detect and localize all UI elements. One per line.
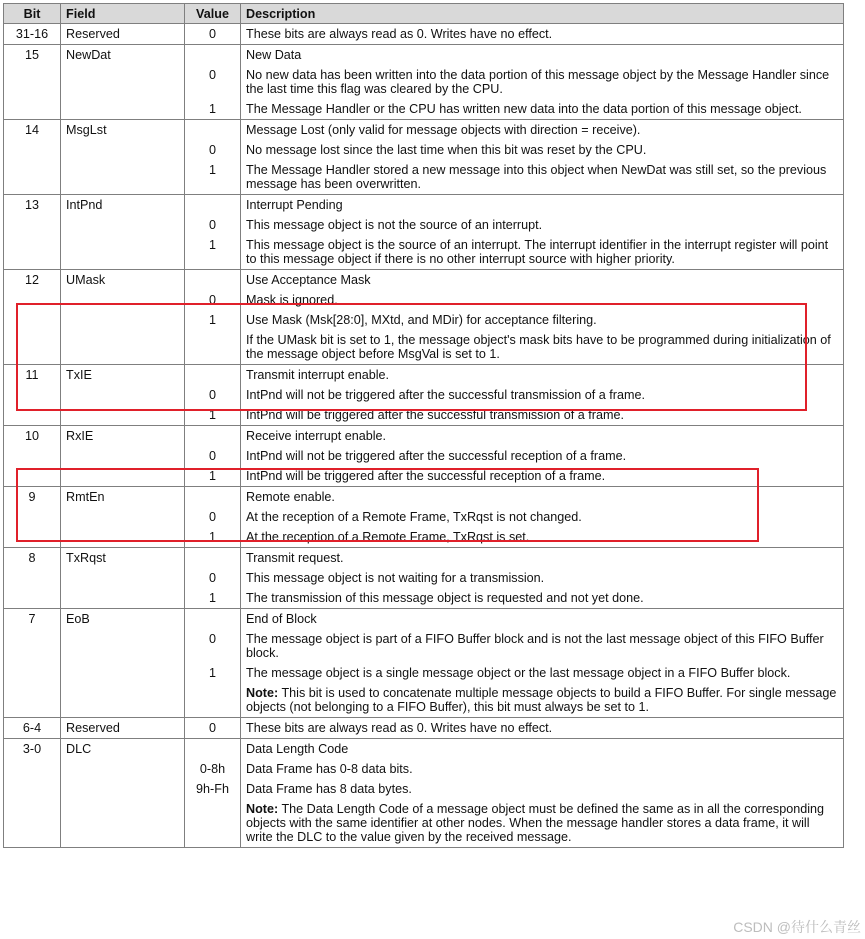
description-cell: [241, 799, 844, 848]
value-cell: 9h-Fh: [185, 779, 241, 799]
field-cell: [61, 527, 185, 548]
description-cell: [241, 99, 844, 120]
table-row: [4, 215, 844, 235]
bit-cell: [4, 799, 61, 848]
table-row: [4, 487, 844, 508]
value-cell: [185, 739, 241, 760]
description-cell: [241, 739, 844, 760]
field-cell: [61, 385, 185, 405]
field-cell: [61, 290, 185, 310]
value-cell: 0: [185, 215, 241, 235]
table-row: [4, 629, 844, 663]
table-row: [4, 99, 844, 120]
description-cell: [241, 548, 844, 569]
description-text: This message object is not the source of an interrupt.: [246, 218, 543, 232]
bit-cell: [4, 65, 61, 99]
field-cell: [61, 507, 185, 527]
table-row: [4, 24, 844, 45]
description-text: IntPnd will not be triggered after the successful transmission of a frame.: [246, 388, 645, 402]
table-row: [4, 385, 844, 405]
bit-cell: 12: [4, 270, 61, 291]
description-cell: [241, 609, 844, 630]
description-text: These bits are always read as 0. Writes have no effect.: [246, 721, 553, 735]
description-text: The transmission of this message object is requested and not yet done.: [246, 591, 644, 605]
field-cell: [61, 683, 185, 718]
description-cell: [241, 385, 844, 405]
watermark: CSDN @待什么青丝: [733, 919, 861, 935]
bit-cell: [4, 568, 61, 588]
description-text: Receive interrupt enable.: [246, 429, 387, 443]
table-row: [4, 160, 844, 195]
description-cell: [241, 45, 844, 66]
bit-cell: [4, 759, 61, 779]
value-cell: [185, 683, 241, 718]
description-cell: [241, 446, 844, 466]
description-cell: [241, 235, 844, 270]
table-row: [4, 588, 844, 609]
table-row: [4, 527, 844, 548]
header-description: Description: [241, 4, 844, 24]
field-cell: TxRqst: [61, 548, 185, 569]
description-cell: [241, 160, 844, 195]
field-cell: UMask: [61, 270, 185, 291]
description-cell: [241, 759, 844, 779]
description-cell: [241, 24, 844, 45]
description-cell: [241, 330, 844, 365]
bit-cell: [4, 290, 61, 310]
table-body: [4, 24, 844, 848]
description-cell: [241, 215, 844, 235]
value-cell: 0: [185, 290, 241, 310]
table-row: [4, 405, 844, 426]
field-cell: [61, 310, 185, 330]
description-cell: [241, 466, 844, 487]
description-text: IntPnd will be triggered after the successful transmission of a frame.: [246, 408, 624, 422]
description-cell: [241, 270, 844, 291]
field-cell: RmtEn: [61, 487, 185, 508]
field-cell: [61, 140, 185, 160]
table-row: [4, 759, 844, 779]
value-cell: 0: [185, 385, 241, 405]
value-cell: 0-8h: [185, 759, 241, 779]
bit-cell: [4, 405, 61, 426]
value-cell: 0: [185, 718, 241, 739]
bit-cell: 3-0: [4, 739, 61, 760]
field-cell: [61, 235, 185, 270]
value-cell: 0: [185, 24, 241, 45]
bit-cell: [4, 588, 61, 609]
description-cell: [241, 487, 844, 508]
description-cell: [241, 405, 844, 426]
table-row: [4, 718, 844, 739]
description-text: IntPnd will not be triggered after the successful reception of a frame.: [246, 449, 627, 463]
description-cell: [241, 629, 844, 663]
bit-cell: 13: [4, 195, 61, 216]
description-cell: [241, 290, 844, 310]
table-row: [4, 663, 844, 683]
value-cell: [185, 365, 241, 386]
field-cell: [61, 588, 185, 609]
field-cell: [61, 466, 185, 487]
field-cell: [61, 405, 185, 426]
value-cell: [185, 120, 241, 141]
description-text: Remote enable.: [246, 490, 335, 504]
value-cell: [185, 45, 241, 66]
table-row: [4, 609, 844, 630]
bit-cell: 15: [4, 45, 61, 66]
value-cell: [185, 548, 241, 569]
field-cell: [61, 759, 185, 779]
description-cell: [241, 65, 844, 99]
field-cell: DLC: [61, 739, 185, 760]
field-cell: [61, 65, 185, 99]
description-text: IntPnd will be triggered after the successful reception of a frame.: [246, 469, 606, 483]
table-row: [4, 683, 844, 718]
bit-cell: 31-16: [4, 24, 61, 45]
bit-cell: [4, 310, 61, 330]
description-cell: [241, 683, 844, 718]
value-cell: 0: [185, 140, 241, 160]
field-cell: MsgLst: [61, 120, 185, 141]
table-row: [4, 799, 844, 848]
bit-cell: 10: [4, 426, 61, 447]
description-text: The Data Length Code of a message object must be defined the same as in all the corresponding objects with the same identifier at other nodes. When the message handler stores a data frame, it will write the DLC to the value given by the received message.: [246, 802, 825, 844]
description-cell: [241, 718, 844, 739]
value-cell: 0: [185, 446, 241, 466]
value-cell: 0: [185, 507, 241, 527]
description-text: Transmit request.: [246, 551, 344, 565]
field-cell: [61, 446, 185, 466]
description-text: The message object is a single message object or the last message object in a FIFO Buffer block.: [246, 666, 791, 680]
table-row: [4, 290, 844, 310]
table-row: [4, 779, 844, 799]
description-text: Data Length Code: [246, 742, 349, 756]
description-cell: [241, 426, 844, 447]
description-cell: [241, 527, 844, 548]
field-cell: [61, 568, 185, 588]
description-cell: [241, 195, 844, 216]
value-cell: [185, 195, 241, 216]
description-text: No new data has been written into the data portion of this message object by the Message Handler since the last time this flag was cleared by the CPU.: [246, 68, 830, 96]
bit-cell: [4, 527, 61, 548]
table-row: [4, 120, 844, 141]
description-text: The Message Handler stored a new message into this object when NewDat was still set, so the previous message has been overwritten.: [246, 163, 827, 191]
bit-cell: [4, 779, 61, 799]
description-cell: [241, 568, 844, 588]
value-cell: [185, 330, 241, 365]
table-row: [4, 195, 844, 216]
description-text: End of Block: [246, 612, 317, 626]
description-text: This message object is not waiting for a transmission.: [246, 571, 545, 585]
field-cell: [61, 799, 185, 848]
field-cell: IntPnd: [61, 195, 185, 216]
header-value: Value: [185, 4, 241, 24]
description-text: Mask is ignored.: [246, 293, 338, 307]
value-cell: 1: [185, 663, 241, 683]
bit-cell: [4, 140, 61, 160]
bit-cell: [4, 683, 61, 718]
field-cell: TxIE: [61, 365, 185, 386]
note-label: Note:: [246, 686, 279, 700]
bit-cell: [4, 466, 61, 487]
bit-cell: [4, 160, 61, 195]
description-cell: [241, 588, 844, 609]
field-cell: RxIE: [61, 426, 185, 447]
description-text: Data Frame has 8 data bytes.: [246, 782, 412, 796]
bit-cell: 11: [4, 365, 61, 386]
value-cell: 1: [185, 405, 241, 426]
field-cell: Reserved: [61, 24, 185, 45]
bit-cell: [4, 99, 61, 120]
field-cell: [61, 629, 185, 663]
value-cell: [185, 270, 241, 291]
table-row: [4, 65, 844, 99]
value-cell: 1: [185, 466, 241, 487]
bit-cell: [4, 629, 61, 663]
description-text: Use Acceptance Mask: [246, 273, 371, 287]
bit-cell: [4, 215, 61, 235]
table-row: [4, 45, 844, 66]
value-cell: 1: [185, 99, 241, 120]
header-field: Field: [61, 4, 185, 24]
table-row: [4, 548, 844, 569]
description-text: At the reception of a Remote Frame, TxRqst is set.: [246, 530, 530, 544]
table-row: [4, 466, 844, 487]
table-header-row: [4, 4, 844, 24]
description-cell: [241, 663, 844, 683]
table-row: [4, 426, 844, 447]
description-text: This message object is the source of an interrupt. The interrupt identifier in the interrupt register will point to this message object if there is no other interrupt source with higher priority.: [246, 238, 829, 266]
bit-cell: 9: [4, 487, 61, 508]
value-cell: 1: [185, 527, 241, 548]
bit-cell: [4, 330, 61, 365]
table-row: [4, 140, 844, 160]
value-cell: 0: [185, 65, 241, 99]
field-cell: [61, 779, 185, 799]
field-cell: [61, 663, 185, 683]
description-text: No message lost since the last time when this bit was reset by the CPU.: [246, 143, 647, 157]
description-text: The Message Handler or the CPU has written new data into the data portion of this message object.: [246, 102, 802, 116]
bit-cell: [4, 446, 61, 466]
bit-cell: 6-4: [4, 718, 61, 739]
value-cell: [185, 609, 241, 630]
description-text: The message object is part of a FIFO Buffer block and is not the last message object of this FIFO Buffer block.: [246, 632, 824, 660]
value-cell: [185, 426, 241, 447]
description-text: Interrupt Pending: [246, 198, 343, 212]
description-cell: [241, 507, 844, 527]
value-cell: [185, 799, 241, 848]
bit-cell: 8: [4, 548, 61, 569]
value-cell: 1: [185, 160, 241, 195]
field-cell: Reserved: [61, 718, 185, 739]
table-row: [4, 270, 844, 291]
value-cell: 1: [185, 310, 241, 330]
register-bit-table: [3, 3, 844, 848]
header-bit: Bit: [4, 4, 61, 24]
note-label: Note:: [246, 802, 279, 816]
table-row: [4, 235, 844, 270]
description-text: At the reception of a Remote Frame, TxRqst is not changed.: [246, 510, 582, 524]
field-cell: [61, 160, 185, 195]
description-text: New Data: [246, 48, 302, 62]
description-cell: [241, 310, 844, 330]
description-cell: [241, 779, 844, 799]
field-cell: [61, 330, 185, 365]
field-cell: NewDat: [61, 45, 185, 66]
value-cell: 0: [185, 629, 241, 663]
description-cell: [241, 365, 844, 386]
description-text: These bits are always read as 0. Writes have no effect.: [246, 27, 553, 41]
table-row: [4, 446, 844, 466]
bit-cell: [4, 663, 61, 683]
description-text: This bit is used to concatenate multiple message objects to build a FIFO Buffer. For single message objects (not belonging to a FIFO Buffer), this bit must always be set to 1.: [246, 686, 837, 714]
description-cell: [241, 140, 844, 160]
bit-cell: 7: [4, 609, 61, 630]
description-text: Transmit interrupt enable.: [246, 368, 390, 382]
table-row: [4, 310, 844, 330]
table-row: [4, 330, 844, 365]
field-cell: [61, 215, 185, 235]
table-row: [4, 365, 844, 386]
description-text: If the UMask bit is set to 1, the message object's mask bits have to be programmed during initialization of the message object before MsgVal is set to 1.: [246, 333, 831, 361]
value-cell: 1: [185, 588, 241, 609]
bit-cell: [4, 507, 61, 527]
bit-cell: [4, 235, 61, 270]
description-text: Use Mask (Msk[28:0], MXtd, and MDir) for acceptance filtering.: [246, 313, 597, 327]
value-cell: 1: [185, 235, 241, 270]
value-cell: [185, 487, 241, 508]
table-row: [4, 739, 844, 760]
table-row: [4, 568, 844, 588]
description-text: Message Lost (only valid for message objects with direction = receive).: [246, 123, 641, 137]
value-cell: 0: [185, 568, 241, 588]
description-text: Data Frame has 0-8 data bits.: [246, 762, 413, 776]
bit-cell: [4, 385, 61, 405]
field-cell: EoB: [61, 609, 185, 630]
description-cell: [241, 120, 844, 141]
bit-cell: 14: [4, 120, 61, 141]
field-cell: [61, 99, 185, 120]
table-row: [4, 507, 844, 527]
